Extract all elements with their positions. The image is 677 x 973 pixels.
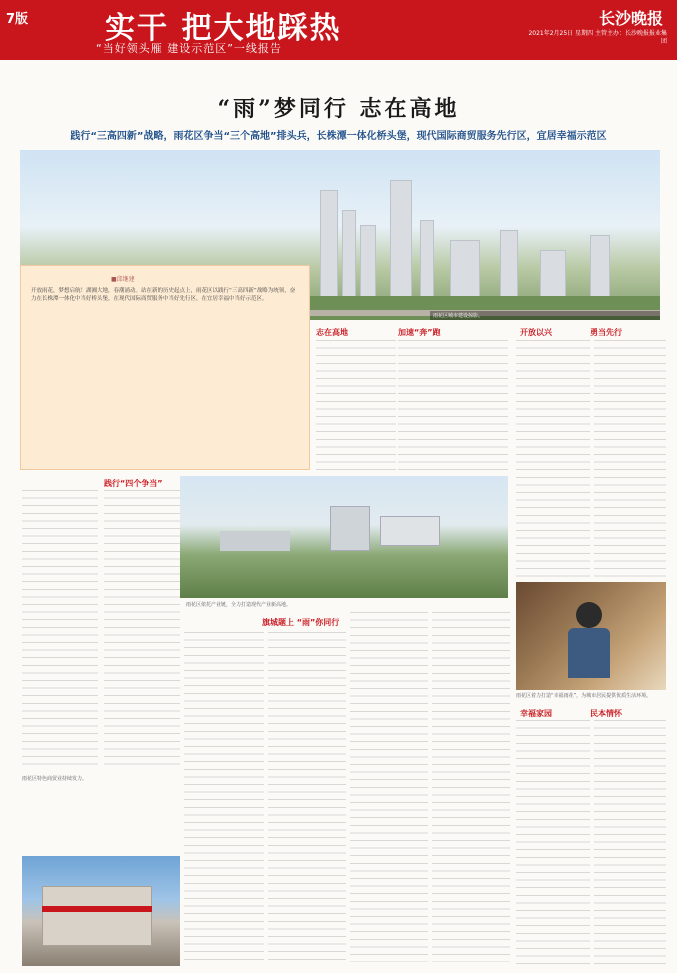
person-figure (568, 628, 610, 678)
masthead-info: 2021年2月25日 星期四 主管主办：长沙晚报报业集团 (528, 30, 667, 45)
section-title-xinhao: 旗城题上 “雨”你同行 (262, 618, 340, 627)
text-column (22, 490, 98, 770)
building (390, 180, 412, 300)
building (590, 235, 610, 300)
section-title-yongdang: 勇当先行 (590, 328, 622, 337)
text-column (104, 490, 180, 770)
section-title-minsheng: 民本情怀 (590, 709, 622, 718)
masthead-title: 实干 把大地踩热 (105, 11, 342, 46)
worker-caption: 雨花区着力打造“幸福雨花”，为城市居民提供优质生活环境。 (516, 693, 652, 699)
intro-text: 开放雨花，梦想启航！湖湘大地，春潮涌动。站在新的历史起点上，雨花区以践行“三高四新”战略为统领，奋力在长株潭一体化中当好桥头堡，在现代国际商贸服务中当好先行区，在宜居幸福中当好示范区。 (31, 288, 296, 303)
text-column (350, 612, 428, 962)
section-title-jianxing: 践行“四个争当” (104, 479, 163, 488)
building (330, 506, 370, 551)
building (420, 220, 434, 300)
person-figure (576, 602, 602, 628)
masthead (0, 0, 677, 60)
section-title-jiasu: 加速“奔”跑 (398, 328, 441, 337)
park-caption: 雨花区依托产业链，全力打造现代产业新高地。 (186, 602, 292, 608)
building (500, 230, 518, 300)
main-headline: “雨”梦同行 志在高地 (217, 96, 460, 122)
building (360, 225, 376, 300)
signboard (42, 906, 152, 912)
building (380, 516, 440, 546)
building (320, 190, 338, 300)
newspaper-logo: 长沙晚报 (598, 9, 663, 28)
shopping-mall-photo (22, 856, 180, 966)
text-column (516, 720, 590, 964)
building (342, 210, 356, 300)
author-byline: ■邱继建 (111, 276, 135, 283)
section-title-xingfu: 幸福家园 (520, 709, 552, 718)
text-column (432, 612, 510, 962)
text-column (184, 632, 264, 962)
building (42, 886, 152, 946)
industrial-park-photo (180, 476, 508, 598)
building (220, 531, 290, 551)
page-number: 7版 (6, 12, 29, 27)
text-column (268, 632, 346, 962)
building (450, 240, 480, 300)
subheadline: 践行“三高四新”战略，雨花区争当“三个高地”排头兵，长株潭一体化桥头堡，现代国际商贸服务先行区，宜居幸福示范区 (70, 131, 607, 142)
intro-box (20, 265, 310, 470)
section-title-zhizaigaodi: 志在高地 (316, 328, 348, 337)
hero-caption: 雨花区城市建设掠影。 (430, 311, 660, 320)
building (540, 250, 566, 300)
worker-photo (516, 582, 666, 690)
section-title-kaifang: 开放以兴 (520, 328, 552, 337)
text-column (594, 720, 666, 964)
masthead-slogan: “当好领头雁 建设示范区”一线报告 (96, 42, 282, 55)
mall-caption: 雨花区特色商贸业持续发力。 (22, 776, 88, 782)
